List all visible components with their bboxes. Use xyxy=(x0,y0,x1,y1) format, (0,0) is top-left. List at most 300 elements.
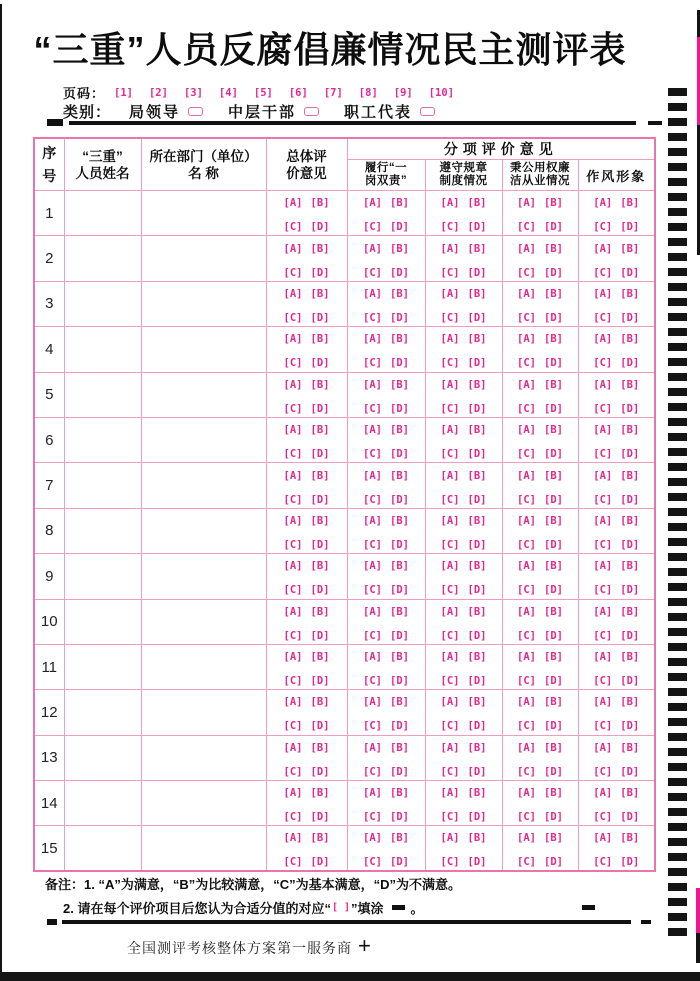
bubble-A[interactable]: [A] xyxy=(283,696,303,709)
bubble-A[interactable]: [A] xyxy=(283,514,303,527)
bubble-C[interactable]: [C] xyxy=(517,811,536,824)
department-input-cell[interactable] xyxy=(141,508,266,553)
bubble-C[interactable]: [C] xyxy=(440,765,460,778)
bubble-A[interactable]: [A] xyxy=(440,560,460,573)
bubble-D[interactable]: [D] xyxy=(390,402,409,415)
bubble-D[interactable]: [D] xyxy=(620,584,640,597)
bubble-D[interactable]: [D] xyxy=(310,221,330,234)
category-checkbox[interactable] xyxy=(188,107,203,116)
bubble-C[interactable]: [C] xyxy=(363,629,382,642)
bubble-B[interactable]: [B] xyxy=(467,197,487,210)
bubble-B[interactable]: [B] xyxy=(620,242,640,255)
bubble-A[interactable]: [A] xyxy=(593,560,613,573)
name-input-cell[interactable] xyxy=(64,281,141,326)
bubble-B[interactable]: [B] xyxy=(310,197,330,210)
department-input-cell[interactable] xyxy=(141,644,266,689)
bubble-A[interactable]: [A] xyxy=(440,242,460,255)
bubble-D[interactable]: [D] xyxy=(544,311,563,324)
bubble-C[interactable]: [C] xyxy=(363,357,382,370)
bubble-B[interactable]: [B] xyxy=(620,197,640,210)
bubble-B[interactable]: [B] xyxy=(620,651,640,664)
bubble-D[interactable]: [D] xyxy=(544,221,563,234)
bubble-A[interactable]: [A] xyxy=(440,741,460,754)
bubble-C[interactable]: [C] xyxy=(517,675,536,688)
department-input-cell[interactable] xyxy=(141,372,266,417)
name-input-cell[interactable] xyxy=(64,508,141,553)
bubble-C[interactable]: [C] xyxy=(283,357,303,370)
name-input-cell[interactable] xyxy=(64,236,141,281)
bubble-B[interactable]: [B] xyxy=(544,378,563,391)
bubble-A[interactable]: [A] xyxy=(593,741,613,754)
bubble-C[interactable]: [C] xyxy=(363,493,382,506)
bubble-D[interactable]: [D] xyxy=(544,357,563,370)
bubble-C[interactable]: [C] xyxy=(283,538,303,551)
bubble-D[interactable]: [D] xyxy=(544,720,563,733)
category-checkbox[interactable] xyxy=(420,107,435,116)
bubble-C[interactable]: [C] xyxy=(283,629,303,642)
bubble-C[interactable]: [C] xyxy=(440,538,460,551)
bubble-A[interactable]: [A] xyxy=(363,605,382,618)
bubble-D[interactable]: [D] xyxy=(467,538,487,551)
bubble-A[interactable]: [A] xyxy=(363,197,382,210)
department-input-cell[interactable] xyxy=(141,599,266,644)
bubble-B[interactable]: [B] xyxy=(390,696,409,709)
bubble-C[interactable]: [C] xyxy=(593,448,613,461)
bubble-A[interactable]: [A] xyxy=(363,333,382,346)
bubble-B[interactable]: [B] xyxy=(390,287,409,300)
bubble-B[interactable]: [B] xyxy=(310,469,330,482)
bubble-A[interactable]: [A] xyxy=(283,787,303,800)
bubble-D[interactable]: [D] xyxy=(620,266,640,279)
bubble-B[interactable]: [B] xyxy=(620,514,640,527)
bubble-A[interactable]: [A] xyxy=(363,424,382,437)
bubble-A[interactable]: [A] xyxy=(283,605,303,618)
bubble-B[interactable]: [B] xyxy=(620,605,640,618)
bubble-C[interactable]: [C] xyxy=(363,675,382,688)
bubble-C[interactable]: [C] xyxy=(363,811,382,824)
name-input-cell[interactable] xyxy=(64,644,141,689)
bubble-B[interactable]: [B] xyxy=(310,514,330,527)
bubble-A[interactable]: [A] xyxy=(363,287,382,300)
bubble-A[interactable]: [A] xyxy=(593,469,613,482)
department-input-cell[interactable] xyxy=(141,554,266,599)
bubble-A[interactable]: [A] xyxy=(440,787,460,800)
page-number-bubble-5[interactable]: [5] xyxy=(253,86,273,99)
bubble-D[interactable]: [D] xyxy=(390,584,409,597)
bubble-C[interactable]: [C] xyxy=(440,221,460,234)
bubble-C[interactable]: [C] xyxy=(283,402,303,415)
bubble-B[interactable]: [B] xyxy=(544,696,563,709)
page-number-bubble-7[interactable]: [7] xyxy=(323,86,343,99)
bubble-C[interactable]: [C] xyxy=(517,493,536,506)
bubble-D[interactable]: [D] xyxy=(390,629,409,642)
bubble-D[interactable]: [D] xyxy=(620,811,640,824)
bubble-C[interactable]: [C] xyxy=(517,357,536,370)
bubble-C[interactable]: [C] xyxy=(363,221,382,234)
bubble-D[interactable]: [D] xyxy=(390,811,409,824)
bubble-B[interactable]: [B] xyxy=(544,469,563,482)
page-number-bubble-3[interactable]: [3] xyxy=(183,86,203,99)
bubble-B[interactable]: [B] xyxy=(467,333,487,346)
bubble-C[interactable]: [C] xyxy=(440,493,460,506)
bubble-C[interactable]: [C] xyxy=(517,538,536,551)
bubble-D[interactable]: [D] xyxy=(390,448,409,461)
bubble-D[interactable]: [D] xyxy=(467,675,487,688)
bubble-D[interactable]: [D] xyxy=(467,856,487,869)
bubble-B[interactable]: [B] xyxy=(390,832,409,845)
bubble-B[interactable]: [B] xyxy=(310,787,330,800)
bubble-A[interactable]: [A] xyxy=(593,696,613,709)
bubble-A[interactable]: [A] xyxy=(593,651,613,664)
bubble-C[interactable]: [C] xyxy=(517,584,536,597)
bubble-C[interactable]: [C] xyxy=(283,493,303,506)
bubble-A[interactable]: [A] xyxy=(283,287,303,300)
bubble-D[interactable]: [D] xyxy=(620,856,640,869)
bubble-B[interactable]: [B] xyxy=(467,741,487,754)
department-input-cell[interactable] xyxy=(141,781,266,826)
bubble-A[interactable]: [A] xyxy=(593,787,613,800)
bubble-C[interactable]: [C] xyxy=(283,856,303,869)
bubble-C[interactable]: [C] xyxy=(440,629,460,642)
bubble-D[interactable]: [D] xyxy=(310,720,330,733)
name-input-cell[interactable] xyxy=(64,599,141,644)
bubble-B[interactable]: [B] xyxy=(620,832,640,845)
bubble-A[interactable]: [A] xyxy=(440,378,460,391)
bubble-D[interactable]: [D] xyxy=(310,357,330,370)
bubble-D[interactable]: [D] xyxy=(390,221,409,234)
bubble-A[interactable]: [A] xyxy=(440,605,460,618)
bubble-D[interactable]: [D] xyxy=(390,856,409,869)
bubble-B[interactable]: [B] xyxy=(390,741,409,754)
bubble-A[interactable]: [A] xyxy=(517,787,536,800)
bubble-A[interactable]: [A] xyxy=(517,696,536,709)
bubble-C[interactable]: [C] xyxy=(593,221,613,234)
bubble-A[interactable]: [A] xyxy=(440,333,460,346)
bubble-C[interactable]: [C] xyxy=(440,584,460,597)
bubble-D[interactable]: [D] xyxy=(310,584,330,597)
bubble-D[interactable]: [D] xyxy=(467,221,487,234)
bubble-C[interactable]: [C] xyxy=(517,765,536,778)
bubble-C[interactable]: [C] xyxy=(440,311,460,324)
name-input-cell[interactable] xyxy=(64,554,141,599)
bubble-D[interactable]: [D] xyxy=(620,493,640,506)
bubble-D[interactable]: [D] xyxy=(544,402,563,415)
bubble-D[interactable]: [D] xyxy=(467,448,487,461)
bubble-D[interactable]: [D] xyxy=(620,221,640,234)
bubble-B[interactable]: [B] xyxy=(544,424,563,437)
bubble-D[interactable]: [D] xyxy=(310,448,330,461)
bubble-D[interactable]: [D] xyxy=(310,493,330,506)
bubble-A[interactable]: [A] xyxy=(440,287,460,300)
bubble-A[interactable]: [A] xyxy=(283,651,303,664)
bubble-A[interactable]: [A] xyxy=(440,197,460,210)
bubble-D[interactable]: [D] xyxy=(620,629,640,642)
bubble-A[interactable]: [A] xyxy=(440,696,460,709)
bubble-B[interactable]: [B] xyxy=(310,605,330,618)
bubble-D[interactable]: [D] xyxy=(544,266,563,279)
bubble-D[interactable]: [D] xyxy=(544,811,563,824)
bubble-B[interactable]: [B] xyxy=(544,787,563,800)
bubble-A[interactable]: [A] xyxy=(363,560,382,573)
bubble-D[interactable]: [D] xyxy=(390,675,409,688)
bubble-B[interactable]: [B] xyxy=(390,378,409,391)
bubble-C[interactable]: [C] xyxy=(517,221,536,234)
bubble-B[interactable]: [B] xyxy=(467,242,487,255)
bubble-B[interactable]: [B] xyxy=(310,378,330,391)
bubble-A[interactable]: [A] xyxy=(517,378,536,391)
bubble-D[interactable]: [D] xyxy=(544,856,563,869)
name-input-cell[interactable] xyxy=(64,191,141,236)
page-number-bubble-10[interactable]: [10] xyxy=(428,86,455,99)
bubble-C[interactable]: [C] xyxy=(440,266,460,279)
name-input-cell[interactable] xyxy=(64,417,141,462)
bubble-A[interactable]: [A] xyxy=(593,287,613,300)
bubble-D[interactable]: [D] xyxy=(544,675,563,688)
bubble-C[interactable]: [C] xyxy=(440,448,460,461)
bubble-B[interactable]: [B] xyxy=(467,378,487,391)
bubble-B[interactable]: [B] xyxy=(390,605,409,618)
bubble-D[interactable]: [D] xyxy=(310,629,330,642)
bubble-C[interactable]: [C] xyxy=(363,266,382,279)
bubble-A[interactable]: [A] xyxy=(283,469,303,482)
bubble-A[interactable]: [A] xyxy=(593,832,613,845)
bubble-C[interactable]: [C] xyxy=(517,720,536,733)
bubble-C[interactable]: [C] xyxy=(517,448,536,461)
bubble-A[interactable]: [A] xyxy=(283,424,303,437)
bubble-B[interactable]: [B] xyxy=(390,469,409,482)
bubble-C[interactable]: [C] xyxy=(363,402,382,415)
bubble-D[interactable]: [D] xyxy=(620,357,640,370)
bubble-C[interactable]: [C] xyxy=(593,357,613,370)
bubble-A[interactable]: [A] xyxy=(593,378,613,391)
bubble-B[interactable]: [B] xyxy=(620,560,640,573)
bubble-B[interactable]: [B] xyxy=(467,832,487,845)
bubble-B[interactable]: [B] xyxy=(310,242,330,255)
bubble-B[interactable]: [B] xyxy=(620,696,640,709)
bubble-B[interactable]: [B] xyxy=(467,560,487,573)
bubble-A[interactable]: [A] xyxy=(593,242,613,255)
bubble-C[interactable]: [C] xyxy=(440,720,460,733)
bubble-A[interactable]: [A] xyxy=(283,333,303,346)
bubble-C[interactable]: [C] xyxy=(593,538,613,551)
bubble-D[interactable]: [D] xyxy=(467,357,487,370)
bubble-A[interactable]: [A] xyxy=(517,605,536,618)
bubble-A[interactable]: [A] xyxy=(363,651,382,664)
bubble-C[interactable]: [C] xyxy=(593,402,613,415)
bubble-D[interactable]: [D] xyxy=(310,856,330,869)
bubble-A[interactable]: [A] xyxy=(517,333,536,346)
bubble-C[interactable]: [C] xyxy=(283,811,303,824)
bubble-B[interactable]: [B] xyxy=(620,741,640,754)
bubble-B[interactable]: [B] xyxy=(467,605,487,618)
bubble-C[interactable]: [C] xyxy=(363,720,382,733)
bubble-A[interactable]: [A] xyxy=(363,242,382,255)
bubble-B[interactable]: [B] xyxy=(544,197,563,210)
bubble-B[interactable]: [B] xyxy=(390,424,409,437)
bubble-A[interactable]: [A] xyxy=(283,741,303,754)
bubble-B[interactable]: [B] xyxy=(310,696,330,709)
bubble-D[interactable]: [D] xyxy=(467,720,487,733)
bubble-A[interactable]: [A] xyxy=(363,378,382,391)
bubble-B[interactable]: [B] xyxy=(467,514,487,527)
bubble-C[interactable]: [C] xyxy=(593,629,613,642)
bubble-D[interactable]: [D] xyxy=(544,448,563,461)
bubble-D[interactable]: [D] xyxy=(310,675,330,688)
bubble-C[interactable]: [C] xyxy=(593,493,613,506)
page-number-bubble-4[interactable]: [4] xyxy=(218,86,238,99)
bubble-C[interactable]: [C] xyxy=(593,720,613,733)
bubble-D[interactable]: [D] xyxy=(544,629,563,642)
bubble-A[interactable]: [A] xyxy=(593,424,613,437)
bubble-B[interactable]: [B] xyxy=(544,605,563,618)
bubble-C[interactable]: [C] xyxy=(283,266,303,279)
bubble-B[interactable]: [B] xyxy=(310,741,330,754)
bubble-A[interactable]: [A] xyxy=(363,832,382,845)
bubble-A[interactable]: [A] xyxy=(517,560,536,573)
bubble-A[interactable]: [A] xyxy=(283,242,303,255)
bubble-A[interactable]: [A] xyxy=(283,560,303,573)
bubble-B[interactable]: [B] xyxy=(544,514,563,527)
bubble-C[interactable]: [C] xyxy=(440,675,460,688)
bubble-C[interactable]: [C] xyxy=(593,584,613,597)
bubble-D[interactable]: [D] xyxy=(620,675,640,688)
bubble-C[interactable]: [C] xyxy=(593,856,613,869)
bubble-A[interactable]: [A] xyxy=(517,469,536,482)
bubble-B[interactable]: [B] xyxy=(310,560,330,573)
bubble-A[interactable]: [A] xyxy=(517,287,536,300)
bubble-D[interactable]: [D] xyxy=(620,765,640,778)
bubble-D[interactable]: [D] xyxy=(467,584,487,597)
bubble-B[interactable]: [B] xyxy=(390,560,409,573)
bubble-D[interactable]: [D] xyxy=(390,765,409,778)
bubble-B[interactable]: [B] xyxy=(467,287,487,300)
bubble-B[interactable]: [B] xyxy=(620,333,640,346)
bubble-B[interactable]: [B] xyxy=(620,469,640,482)
bubble-A[interactable]: [A] xyxy=(593,605,613,618)
bubble-D[interactable]: [D] xyxy=(390,538,409,551)
bubble-D[interactable]: [D] xyxy=(620,538,640,551)
bubble-C[interactable]: [C] xyxy=(593,675,613,688)
bubble-D[interactable]: [D] xyxy=(620,448,640,461)
bubble-B[interactable]: [B] xyxy=(390,514,409,527)
bubble-D[interactable]: [D] xyxy=(467,811,487,824)
bubble-B[interactable]: [B] xyxy=(390,197,409,210)
bubble-A[interactable]: [A] xyxy=(363,514,382,527)
bubble-B[interactable]: [B] xyxy=(390,333,409,346)
bubble-B[interactable]: [B] xyxy=(544,242,563,255)
bubble-A[interactable]: [A] xyxy=(363,469,382,482)
bubble-A[interactable]: [A] xyxy=(517,242,536,255)
department-input-cell[interactable] xyxy=(141,327,266,372)
bubble-A[interactable]: [A] xyxy=(440,651,460,664)
bubble-C[interactable]: [C] xyxy=(593,266,613,279)
bubble-B[interactable]: [B] xyxy=(544,560,563,573)
department-input-cell[interactable] xyxy=(141,690,266,735)
bubble-D[interactable]: [D] xyxy=(390,720,409,733)
bubble-D[interactable]: [D] xyxy=(620,720,640,733)
bubble-C[interactable]: [C] xyxy=(440,811,460,824)
bubble-C[interactable]: [C] xyxy=(517,629,536,642)
bubble-C[interactable]: [C] xyxy=(440,402,460,415)
bubble-B[interactable]: [B] xyxy=(620,287,640,300)
page-number-bubble-6[interactable]: [6] xyxy=(288,86,308,99)
bubble-B[interactable]: [B] xyxy=(390,242,409,255)
bubble-A[interactable]: [A] xyxy=(517,424,536,437)
bubble-A[interactable]: [A] xyxy=(363,787,382,800)
name-input-cell[interactable] xyxy=(64,463,141,508)
bubble-D[interactable]: [D] xyxy=(467,493,487,506)
bubble-A[interactable]: [A] xyxy=(517,741,536,754)
bubble-C[interactable]: [C] xyxy=(283,584,303,597)
bubble-A[interactable]: [A] xyxy=(440,514,460,527)
department-input-cell[interactable] xyxy=(141,735,266,780)
bubble-D[interactable]: [D] xyxy=(467,402,487,415)
bubble-A[interactable]: [A] xyxy=(517,514,536,527)
bubble-A[interactable]: [A] xyxy=(517,832,536,845)
bubble-D[interactable]: [D] xyxy=(544,584,563,597)
bubble-D[interactable]: [D] xyxy=(390,311,409,324)
bubble-D[interactable]: [D] xyxy=(310,538,330,551)
bubble-C[interactable]: [C] xyxy=(363,584,382,597)
bubble-B[interactable]: [B] xyxy=(390,651,409,664)
page-number-bubble-8[interactable]: [8] xyxy=(358,86,378,99)
name-input-cell[interactable] xyxy=(64,327,141,372)
bubble-A[interactable]: [A] xyxy=(283,378,303,391)
department-input-cell[interactable] xyxy=(141,281,266,326)
department-input-cell[interactable] xyxy=(141,191,266,236)
name-input-cell[interactable] xyxy=(64,735,141,780)
bubble-B[interactable]: [B] xyxy=(467,469,487,482)
bubble-B[interactable]: [B] xyxy=(620,787,640,800)
bubble-B[interactable]: [B] xyxy=(544,832,563,845)
bubble-A[interactable]: [A] xyxy=(440,424,460,437)
bubble-C[interactable]: [C] xyxy=(517,856,536,869)
page-number-bubble-1[interactable]: [1] xyxy=(114,86,133,99)
bubble-B[interactable]: [B] xyxy=(620,424,640,437)
bubble-A[interactable]: [A] xyxy=(593,514,613,527)
bubble-B[interactable]: [B] xyxy=(310,832,330,845)
bubble-C[interactable]: [C] xyxy=(593,311,613,324)
bubble-D[interactable]: [D] xyxy=(390,266,409,279)
bubble-A[interactable]: [A] xyxy=(593,333,613,346)
bubble-C[interactable]: [C] xyxy=(283,675,303,688)
department-input-cell[interactable] xyxy=(141,826,266,872)
bubble-A[interactable]: [A] xyxy=(517,651,536,664)
page-number-bubble-2[interactable]: [2] xyxy=(148,86,168,99)
bubble-D[interactable]: [D] xyxy=(544,765,563,778)
bubble-C[interactable]: [C] xyxy=(283,765,303,778)
bubble-D[interactable]: [D] xyxy=(620,311,640,324)
name-input-cell[interactable] xyxy=(64,826,141,872)
page-number-bubble-9[interactable]: [9] xyxy=(393,86,413,99)
bubble-B[interactable]: [B] xyxy=(544,741,563,754)
bubble-D[interactable]: [D] xyxy=(544,493,563,506)
bubble-D[interactable]: [D] xyxy=(390,357,409,370)
bubble-A[interactable]: [A] xyxy=(593,197,613,210)
bubble-D[interactable]: [D] xyxy=(467,266,487,279)
bubble-A[interactable]: [A] xyxy=(440,832,460,845)
bubble-D[interactable]: [D] xyxy=(310,266,330,279)
bubble-D[interactable]: [D] xyxy=(544,538,563,551)
bubble-B[interactable]: [B] xyxy=(544,333,563,346)
bubble-B[interactable]: [B] xyxy=(310,287,330,300)
bubble-D[interactable]: [D] xyxy=(390,493,409,506)
bubble-C[interactable]: [C] xyxy=(283,311,303,324)
category-checkbox[interactable] xyxy=(304,107,319,116)
bubble-C[interactable]: [C] xyxy=(283,720,303,733)
bubble-D[interactable]: [D] xyxy=(467,629,487,642)
bubble-A[interactable]: [A] xyxy=(363,741,382,754)
